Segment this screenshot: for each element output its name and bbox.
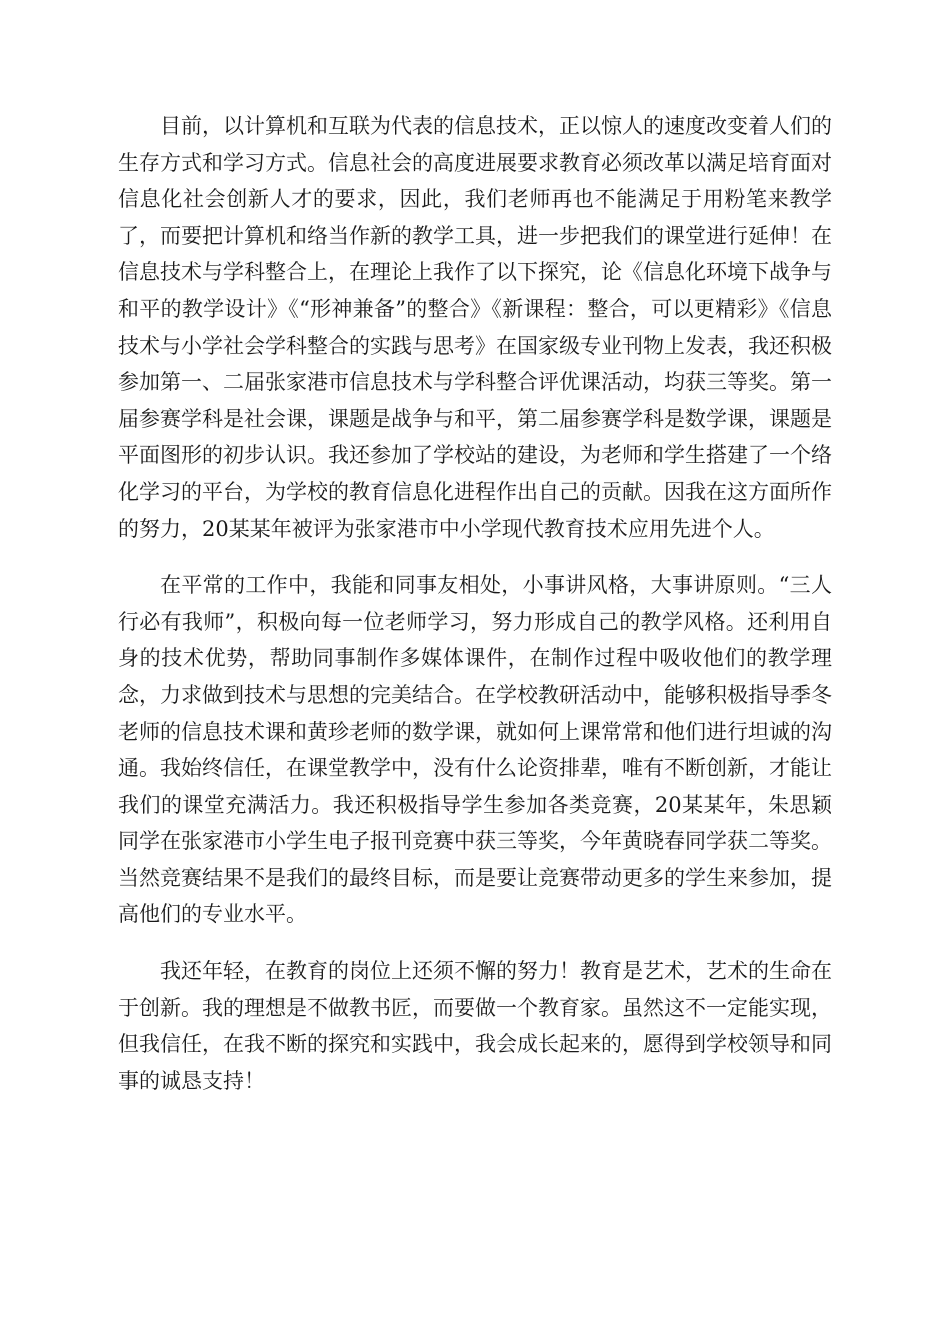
paragraph-3: 我还年轻，在教育的岗位上还须不懈的努力！教育是艺术，艺术的生命在于创新。我的理想是不做教书匠，而要做一个教育家。虽然这不一定能实现，但我信任，在我不断的探究和实践中，我会成长起来的，愿得到学校领导和同事的诚恳支持！: [118, 959, 832, 1093]
document-body: [118, 108, 832, 1099]
paragraph-2: 在平常的工作中，我能和同事友相处，小事讲风格，大事讲原则。“三人行必有我师”，积极向每一位老师学习，努力形成自己的教学风格。还利用自身的技术优势，帮助同事制作多媒体课件，在制作过程中吸收他们的教学理念，力求做到技术与思想的完美结合。在学校教研活动中，能够积极指导季冬老师的信息技术课和黄珍老师的数学课，就如何上课常常和他们进行坦诚的沟通。我始终信任，在课堂教学中，没有什么论资排辈，唯有不断创新，才能让我们的课堂充满活力。我还积极指导学生参加各类竞赛，20某某年，朱思颖同学在张家港市小学生电子报刊竞赛中获三等奖，今年黄晓春同学获二等奖。当然竞赛结果不是我们的最终目标，而是要让竞赛带动更多的学生来参加，提高他们的专业水平。: [118, 573, 832, 927]
paragraph-1: 目前，以计算机和互联为代表的信息技术，正以惊人的速度改变着人们的生存方式和学习方式。信息社会的高度进展要求教育必须改革以满足培育面对信息化社会创新人才的要求，因此，我们老师再也不能满足于用粉笔来教学了，而要把计算机和络当作新的教学工具，进一步把我们的课堂进行延伸！在信息技术与学科整合上，在理论上我作了以下探究，论《信息化环境下战争与和平的教学设计》《“形神兼备”的整合》《新课程：整合，可以更精彩》《信息技术与小学社会学科整合的实践与思考》在国家级专业刊物上发表，我还积极参加第一、二届张家港市信息技术与学科整合评优课活动，均获三等奖。第一届参赛学科是社会课，课题是战争与和平，第二届参赛学科是数学课，课题是平面图形的初步认识。我还参加了学校站的建设，为老师和学生搭建了一个络化学习的平台，为学校的教育信息化进程作出自己的贡献。因我在这方面所作的努力，20某某年被评为张家港市中小学现代教育技术应用先进个人。: [118, 114, 832, 541]
